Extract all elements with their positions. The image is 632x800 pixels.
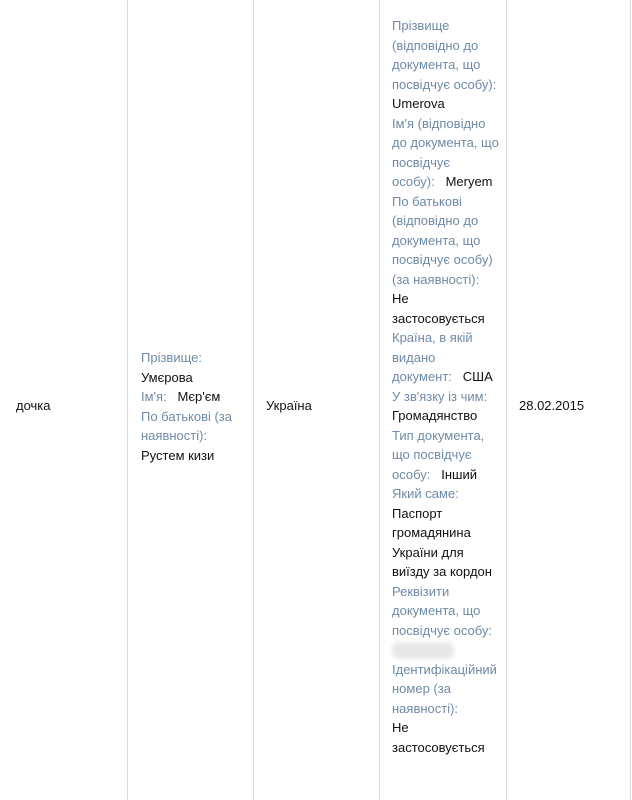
column-divider [506,0,507,800]
doc-reason-label: У зв'язку із чим: [392,388,488,404]
surname-label: Прізвище: [141,350,202,365]
doc-country-value: США [462,369,493,384]
doc-type-label: Тип документа, що посвідчує особу: [392,427,485,482]
citizenship-cell: Україна [266,398,312,413]
column-divider [127,0,128,800]
column-divider [253,0,254,800]
date-cell: 28.02.2015 [519,398,585,413]
doc-surname-label: Прізвище (відповідно до документа, що посвідчує особу): [392,18,497,92]
doc-surname-value: Umerova [392,96,445,111]
doc-patronymic-label: По батькові (відповідно до документа, що посвідчує особу) (за наявності): [392,193,493,287]
doc-first-name-value: Meryem [445,174,493,189]
doc-details-label: Реквізити документа, що посвідчує особу: [392,583,493,638]
first-name-label: Ім'я: [141,389,167,404]
redacted-document-number [392,640,502,660]
column-divider [630,0,631,800]
doc-patronymic-line [392,192,502,329]
patronymic-label: По батькові (за наявності): [141,408,232,443]
relation-cell: дочка [16,398,51,413]
name-cell [141,348,249,465]
doc-first-name-label: Ім'я (відповідно до документа, що посвідчує особу): [392,115,499,189]
first-name-line [141,387,249,407]
doc-country-line [392,328,502,387]
doc-type-value: Інший [441,466,477,482]
doc-which-label: Який саме: [392,486,459,501]
first-name-value: Мєр'єм [177,389,221,404]
doc-type-line [392,426,502,485]
patronymic-value: Рустем кизи [141,447,215,463]
document-cell [392,16,502,757]
doc-first-name-line [392,114,502,192]
doc-patronymic-value: Не застосовується [392,291,485,326]
doc-which-value: Паспорт громадянина України для виїзду за кордон [392,505,492,579]
doc-country-label: Країна, в якій видано документ: [392,330,473,384]
surname-value: Умєрова [141,369,193,385]
doc-reason-value: Громадянство [392,408,478,423]
column-divider [379,0,380,800]
doc-id-label: Ідентифікаційний номер (за наявності): [392,661,497,716]
doc-id-value: Не застосовується [392,720,485,755]
